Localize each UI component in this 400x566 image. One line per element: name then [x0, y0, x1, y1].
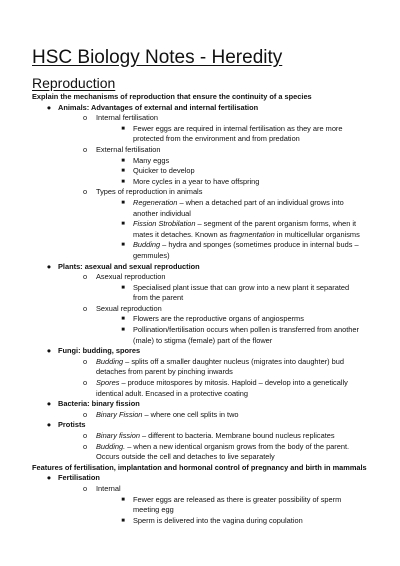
- plants-label: Plants: asexual and sexual reproduction: [58, 261, 200, 271]
- square-bullet-icon: ■: [121, 157, 125, 164]
- term-spores: Spores: [96, 378, 120, 388]
- syllabus-point-2: Features of fertilisation, implantation and hormonal control of pregnancy and birth in mammals: [32, 462, 367, 472]
- circle-bullet-icon: o: [82, 431, 88, 440]
- note-text: Flowers are the reproductive organs of angiosperms: [133, 314, 304, 324]
- sub-internal: [32, 484, 370, 495]
- circle-bullet-icon: o: [82, 356, 88, 366]
- fertilisation-label: Fertilisation: [58, 473, 100, 483]
- circle-bullet-icon: o: [82, 187, 88, 197]
- notes-body: [32, 92, 370, 526]
- square-bullet-icon: ■: [121, 242, 125, 249]
- note-asexual: [32, 283, 370, 304]
- disc-bullet-icon: ●: [46, 399, 52, 409]
- term-fragmentation: fragmentation: [229, 229, 275, 239]
- sub-sexual-reproduction: [32, 304, 370, 315]
- bullet-bacteria: [32, 399, 370, 410]
- bullet-protists: [32, 420, 370, 431]
- note-external-3: [32, 177, 370, 188]
- note-text: Fewer eggs are required in internal fertilisation as they are more protected from the environment and from predation: [133, 123, 343, 144]
- term-binary-fission: Binary fission: [96, 431, 140, 440]
- term-budding: Budding: [133, 240, 161, 250]
- circle-bullet-icon: o: [82, 144, 88, 154]
- circle-bullet-icon: o: [82, 303, 88, 313]
- disc-bullet-icon: ●: [46, 102, 52, 112]
- sub-fungi-spores: [32, 378, 370, 399]
- note-budding-animals: [32, 240, 370, 261]
- square-bullet-icon: ■: [121, 327, 125, 334]
- term-binary-fission: Binary Fission: [96, 409, 143, 419]
- disc-bullet-icon: ●: [46, 261, 52, 271]
- circle-bullet-icon: o: [82, 409, 88, 419]
- note-text: Many eggs: [133, 155, 170, 165]
- square-bullet-icon: ■: [121, 221, 125, 228]
- circle-bullet-icon: o: [82, 378, 88, 388]
- bullet-animals: [32, 103, 370, 114]
- note-text: – splits off a smaller daughter nucleus (migrates into daughter) bud detaches from parent by pinching inwards: [96, 356, 345, 377]
- bullet-plants: [32, 262, 370, 273]
- note-fission-strobilation: [32, 219, 370, 240]
- protists-label: Protists: [58, 420, 86, 430]
- square-bullet-icon: ■: [121, 125, 125, 132]
- note-sexual-2: [32, 325, 370, 346]
- sexual-label: Sexual reproduction: [96, 303, 162, 313]
- note-text: – when a detached part of an individual grows into another individual: [133, 197, 344, 218]
- note-fertilisation-2: [32, 516, 370, 527]
- note-text: Pollination/fertilisation occurs when pollen is transferred from another (male) to stigma (female) part of the flower: [133, 325, 359, 345]
- document-title: HSC Biology Notes - Heredity: [32, 47, 283, 68]
- note-fertilisation-1: [32, 495, 370, 516]
- bacteria-label: Bacteria: binary fission: [58, 399, 140, 409]
- note-external-2: [32, 166, 370, 177]
- note-text: – different to bacteria. Membrane bound nucleus replicates: [139, 431, 335, 440]
- note-text: – where one cell splits in two: [142, 409, 239, 419]
- note-sexual-1: [32, 314, 370, 325]
- note-text: – produce mitospores by mitosis. Haploid – develop into a genetically identical adult. Encased in a protective coating: [96, 378, 348, 398]
- sub-types-of-reproduction: [32, 187, 370, 198]
- square-bullet-icon: ■: [121, 178, 125, 185]
- bullet-fertilisation: [32, 473, 370, 484]
- sub-protists-binary-fission: [32, 431, 370, 442]
- section-heading-reproduction: Reproduction: [32, 75, 116, 91]
- syllabus-point-1: Explain the mechanisms of reproduction that ensure the continuity of a species: [32, 92, 312, 101]
- note-text: – segment of the parent organism forms, when it mates it detaches. Known as: [133, 219, 357, 239]
- circle-bullet-icon: o: [82, 272, 88, 282]
- term-fission-strobilation: Fission Strobilation: [133, 219, 196, 229]
- types-label: Types of reproduction in animals: [96, 187, 203, 197]
- square-bullet-icon: ■: [121, 517, 125, 524]
- sub-protists-budding: [32, 442, 370, 463]
- internal-label: Internal: [96, 483, 121, 493]
- term-budding: Budding.: [96, 441, 126, 451]
- note-text: Specialised plant issue that can grow into a new plant it separated from the parent: [133, 282, 350, 303]
- sub-asexual-reproduction: [32, 272, 370, 283]
- note-regeneration: [32, 198, 370, 219]
- sub-fungi-budding: [32, 357, 370, 378]
- square-bullet-icon: ■: [121, 168, 125, 175]
- note-text: – hydra and sponges (sometimes produce in internal buds – gemmules): [133, 240, 359, 260]
- square-bullet-icon: ■: [121, 199, 125, 206]
- term-budding: Budding: [96, 356, 124, 366]
- disc-bullet-icon: ●: [46, 346, 52, 356]
- note-text: in multicellular organisms: [274, 229, 360, 239]
- square-bullet-icon: ■: [121, 316, 125, 323]
- note-text: Quicker to develop: [133, 166, 195, 176]
- note-external-1: [32, 156, 370, 167]
- sub-binary-fission: [32, 410, 370, 421]
- note-text: Sperm is delivered into the vagina during copulation: [133, 515, 303, 525]
- animals-label: Animals: Advantages of external and internal fertilisation: [58, 102, 259, 112]
- sub-internal-fertilisation: [32, 113, 370, 124]
- bullet-fungi: [32, 346, 370, 357]
- circle-bullet-icon: o: [82, 483, 88, 493]
- asexual-label: Asexual reproduction: [96, 272, 166, 282]
- disc-bullet-icon: ●: [46, 473, 52, 483]
- sub-external-fertilisation: [32, 145, 370, 156]
- internal-label: Internal fertilisation: [96, 113, 159, 123]
- note-internal: [32, 124, 370, 145]
- square-bullet-icon: ■: [121, 496, 125, 503]
- square-bullet-icon: ■: [121, 284, 125, 291]
- circle-bullet-icon: o: [82, 441, 88, 451]
- note-text: – when a new identical organism grows from the body of the parent. Occurs outside the cell and detaches to live separately: [96, 441, 350, 462]
- external-label: External fertilisation: [96, 144, 161, 154]
- circle-bullet-icon: o: [82, 113, 88, 123]
- disc-bullet-icon: ●: [46, 420, 52, 430]
- note-text: More cycles in a year to have offspring: [133, 176, 260, 186]
- fungi-label: Fungi: budding, spores: [58, 346, 141, 356]
- term-regeneration: Regeneration: [133, 197, 178, 207]
- note-text: Fewer eggs are released as there is greater possibility of sperm meeting egg: [133, 494, 342, 515]
